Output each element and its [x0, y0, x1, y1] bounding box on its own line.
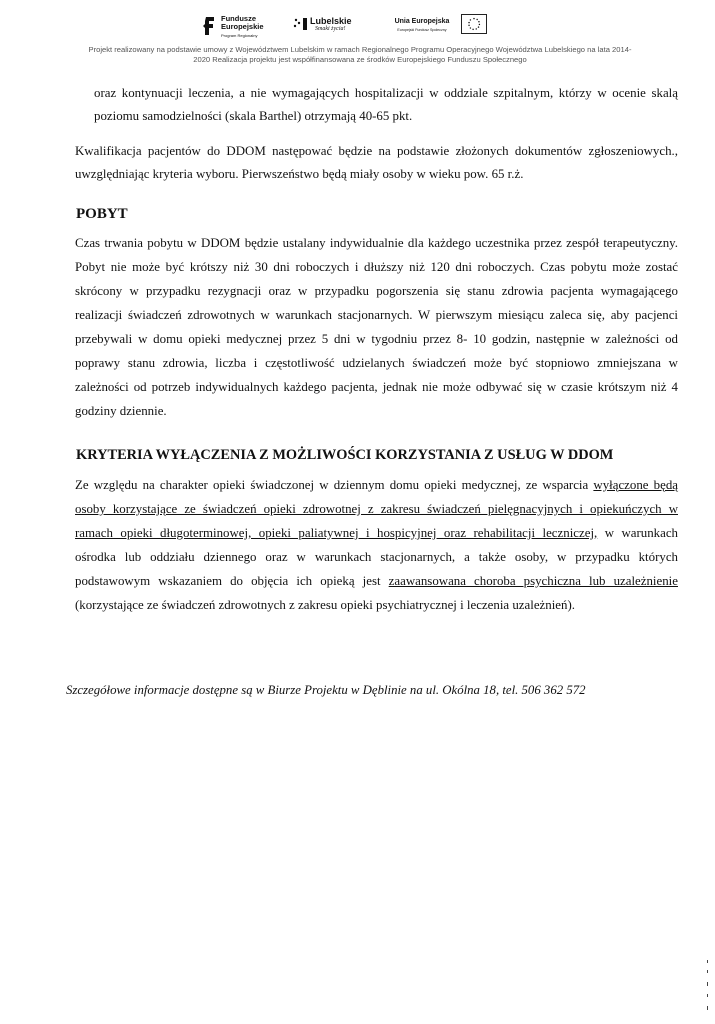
- scan-edge-marks: [706, 960, 710, 1020]
- project-office-info: Szczegółowe informacje dostępne są w Biurze Projektu w Dęblinie na ul. Okólna 18, tel. 506 362 572: [66, 683, 586, 697]
- pobyt-line-5: przebywali w domu opieki medycznej przez 5 dni w tygodniu przez 8- 10 godzin, następnie w zależności od: [75, 332, 678, 346]
- note-line-1: Projekt realizowany na podstawie umowy z Województwem Lubelskim w ramach Regionalnego Programu Operacyjnego Województwa Lubelskiego na lata 2014-: [88, 45, 632, 54]
- ue-line2: Europejski Fundusz Społeczny: [397, 28, 447, 32]
- header-logos: [0, 14, 715, 42]
- note-line-2: 2020 Realizacja projektu jest współfinansowana ze środków Europejskiego Funduszu Społecznego: [193, 55, 527, 64]
- kryteria-line-5: [75, 574, 678, 589]
- intro-line-1: oraz kontynuacji leczenia, a nie wymagających hospitalizacji w oddziale szpitalnym, którzy w ocenie skalą: [94, 86, 678, 100]
- qualification-line-1: Kwalifikacja pacjentów do DDOM następować będzie na podstawie złożonych dokumentów zgłoszeniowych.,: [75, 144, 678, 158]
- pobyt-line-7: zależności od potrzeb indywidualnych każdego pacjenta, jednak nie może odbywać się w czasie krótszym niż 4: [75, 380, 678, 394]
- qualification-line-2: uwzględniając kryteria wyboru. Pierwszeństwo będą miały osoby w wieku pow. 65 r.ż.: [75, 167, 524, 181]
- kryteria-line-3: [75, 526, 678, 541]
- pobyt-heading: POBYT: [76, 206, 128, 222]
- kryteria-line-1-underlined: wyłączone będą: [593, 478, 678, 492]
- lubelskie-slogan: Smaki życia!: [315, 26, 346, 32]
- kryteria-line-6: (korzystające ze świadczeń zdrowotnych z zakresu opieki psychiatrycznej i leczenia uzależnień).: [75, 598, 575, 612]
- fundusze-europejskie-logo: [203, 14, 267, 42]
- kryteria-line-5-text: podstawowym wskazaniem do objęcia ich opieką jest: [75, 574, 389, 588]
- intro-line-2: poziomu samodzielności (skala Barthel) otrzymają 40-65 pkt.: [94, 109, 413, 123]
- kryteria-line-1-text: Ze względu na charakter opieki świadczonej w dziennym domu opieki medycznej, ze wsparcia: [75, 478, 594, 492]
- pobyt-line-4: realizacji świadczeń zdrowotnych w warunkach stacjonarnych. W pierwszym miesiącu zaleca się, aby pacjenci: [75, 308, 678, 322]
- pobyt-line-6: poprawy stanu zdrowia, liczba i częstotliwość udzielanych świadczeń może być stopniowo zmniejszana w: [75, 356, 678, 370]
- lubelskie-mark-icon: [293, 17, 309, 31]
- pobyt-line-3: skrócony w przypadku rezygnacji oraz w przypadku pogorszenia się stanu zdrowia pacjenta wymagającego: [75, 284, 678, 298]
- unia-europejska-logo: [388, 14, 498, 42]
- kryteria-line-2: osoby korzystające ze świadczeń opieki zdrowotnej z zakresu świadczeń pielęgnacyjnych i opiekuńczych w: [75, 502, 678, 516]
- pobyt-line-2: Pobyt nie może być krótszy niż 30 dni roboczych i dłuższy niż 120 dni roboczych. Czas pobytu może zostać: [75, 260, 678, 274]
- kryteria-line-3-underlined: ramach opieki długoterminowej, opieki paliatywnej i hospicyjnej oraz rehabilitacji leczniczej,: [75, 526, 598, 540]
- fe-mark-icon: [203, 16, 217, 36]
- ue-line1: Unia Europejska: [394, 18, 450, 25]
- lubelskie-logo: [293, 14, 373, 42]
- kryteria-line-3-text: w warunkach: [597, 526, 678, 540]
- fe-line2: Europejskie: [221, 22, 264, 31]
- kryteria-heading: KRYTERIA WYŁĄCZENIA Z MOŻLIWOŚCI KORZYSTANIA Z USŁUG W DDOM: [76, 447, 614, 463]
- project-funding-note: [40, 45, 680, 65]
- fe-line3: Program Regionalny: [221, 33, 258, 38]
- kryteria-line-5-underlined: zaawansowana choroba psychiczna lub uzależnienie: [388, 574, 678, 588]
- kryteria-line-1: [75, 478, 678, 493]
- pobyt-line-8: godziny dziennie.: [75, 404, 167, 418]
- lubelskie-name: Lubelskie: [310, 16, 352, 26]
- kryteria-line-4: ośrodka lub oddziału dziennego oraz w warunkach stacjonarnych, a także osoby, w przypadku których: [75, 550, 678, 564]
- fe-line1: Fundusze: [221, 14, 256, 23]
- pobyt-line-1: Czas trwania pobytu w DDOM będzie ustalany indywidualnie dla każdego uczestnika przez zespół terapeutyczny.: [75, 236, 678, 250]
- eu-flag-icon: [461, 14, 487, 34]
